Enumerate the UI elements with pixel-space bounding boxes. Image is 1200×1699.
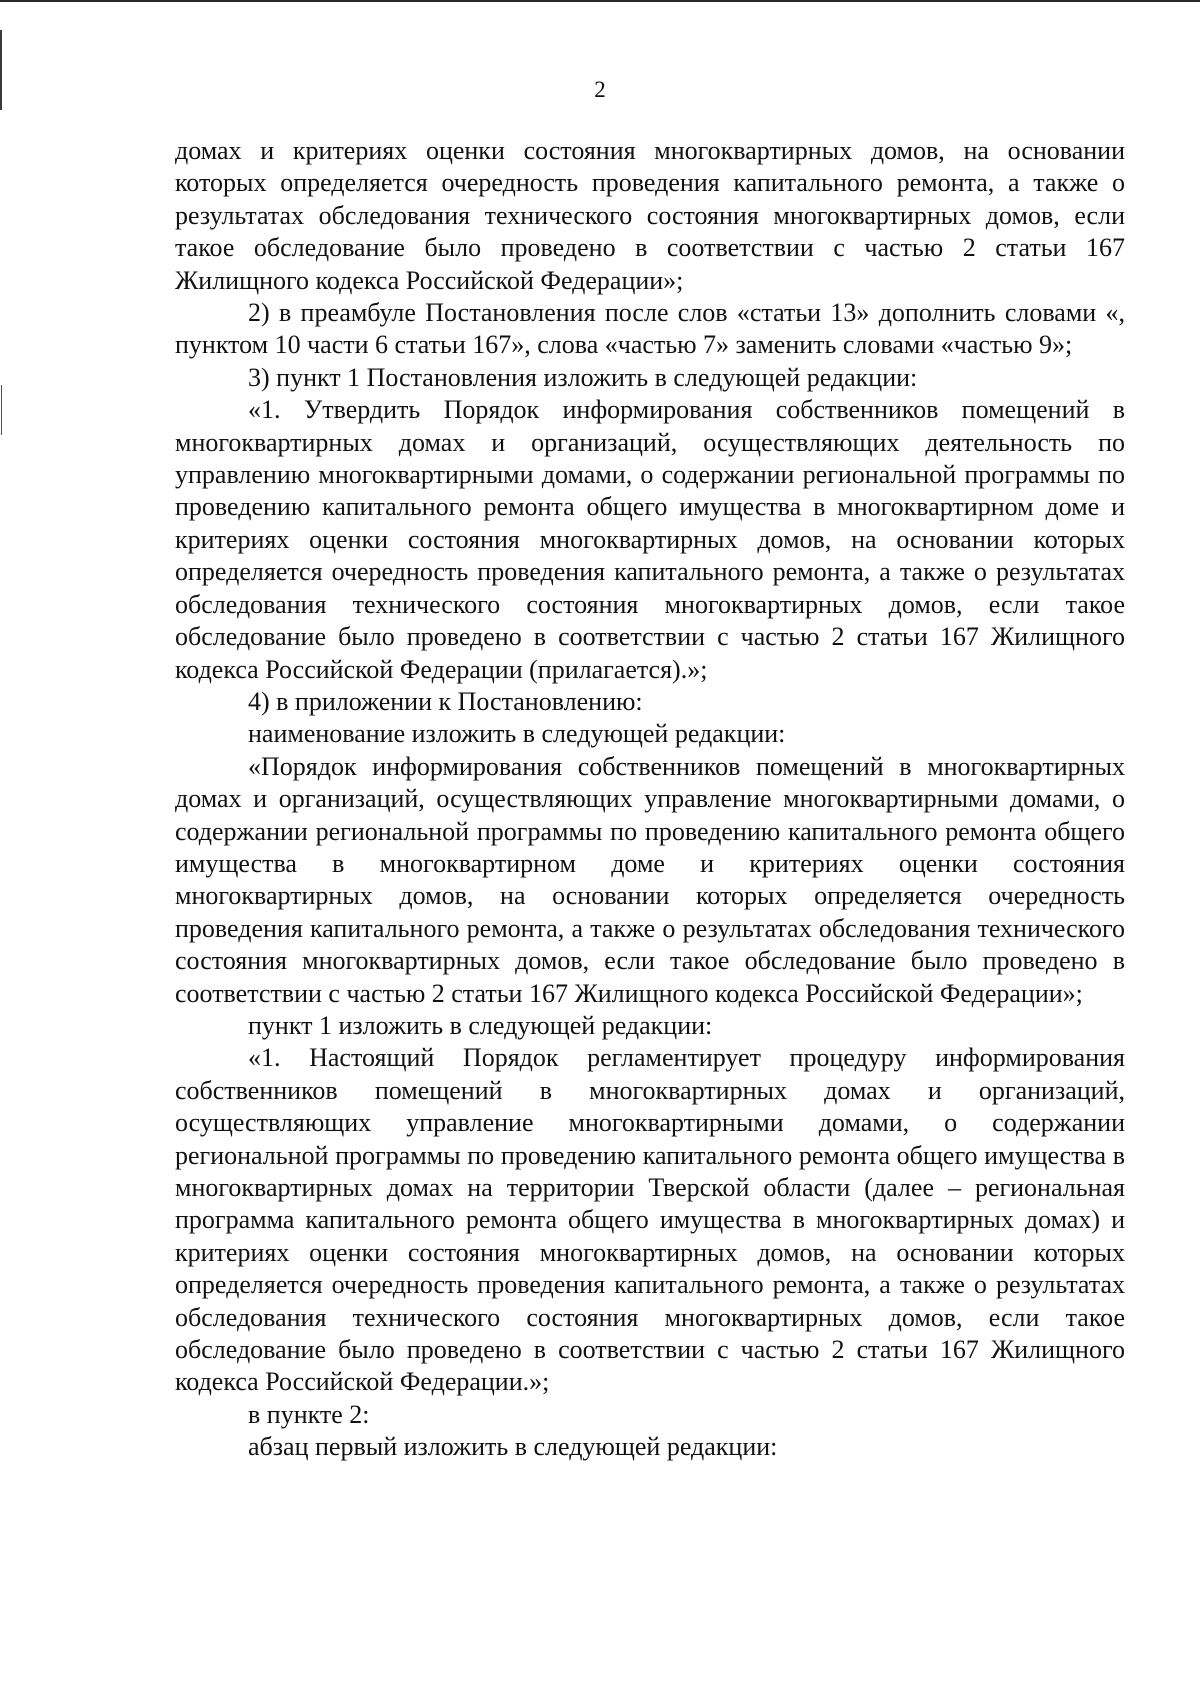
paragraph-item-2-preamble: 2) в преамбуле Постановления после слов «статьи 13» дополнить словами «, пунктом 10 части 6 статьи 167», слова «частью 7» заменить словами «частью 9»; xyxy=(175,298,1125,360)
paragraph-item-4-heading: 4) в приложении к Постановлению: xyxy=(248,686,643,716)
paragraph-title-quote: «Порядок информирования собственников помещений в многоквартирных домах и организаций, осуществляющих управление многоквартирными домами, о содержании региональной программы по проведению капитального ремонта общего имущества в многоквартирном доме и критериях оценки состояния многоквартирных домов, на основании которых определяется очередность проведения капитального ремонта, а также о результатах обследования технического состояния многоквартирных домов, если такое обследование было проведено в соответствии с частью 2 статьи 167 Жилищного кодекса Российской Федерации»; xyxy=(175,751,1125,1008)
paragraph-continuation: домах и критериях оценки состояния многоквартирных домов, на основании которых определяется очередность проведения капитального ремонта, а также о результатах обследования технического состояния многоквартирных домов, если такое обследование было проведено в соответствии с частью 2 статьи 167 Жилищного кодекса Российской Федерации»; xyxy=(175,136,1125,295)
scan-border-top xyxy=(0,0,1200,2)
paragraph-item-3-quote: «1. Утвердить Порядок информирования собственников помещений в многоквартирных домах и организаций, осуществляющих деятельность по управлению многоквартирными домами, о содержании региональной программы по проведению капитального ремонта общего имущества в многоквартирном доме и критериях оценки состояния многоквартирных домов, на основании которых определяется очередность проведения капитального ремонта, а также о результатах обследования технического состояния многоквартирных домов, если такое обследование было проведено в соответствии с частью 2 статьи 167 Жилищного кодекса Российской Федерации (прилагается).»; xyxy=(175,395,1125,684)
paragraph-point-1-quote: «1. Настоящий Порядок регламентирует процедуру информирования собственников помещений в многоквартирных домах и организаций, осуществляющих управление многоквартирными домами, о содержании региональной программы по проведению капитального ремонта общего имущества в многоквартирных домах на территории Тверской области (далее – региональная программа капитального ремонта общего имущества в многоквартирных домах) и критериях оценки состояния многоквартирных домов, на основании которых определяется очередность проведения капитального ремонта, а также о результатах обследования технического состояния многоквартирных домов, если такое обследование было проведено в соответствии с частью 2 статьи 167 Жилищного кодекса Российской Федерации.»; xyxy=(175,1043,1125,1397)
paragraph-point-2-heading: в пункте 2: xyxy=(248,1399,370,1429)
paragraph-point-1-instruction: пункт 1 изложить в следующей редакции: xyxy=(248,1010,713,1040)
scan-border-left-mark xyxy=(1,385,2,435)
paragraph-title-instruction: наименование изложить в следующей редакции: xyxy=(248,719,786,749)
paragraph-first-abstract-instruction: абзац первый изложить в следующей редакции: xyxy=(248,1432,778,1462)
paragraph-item-3-heading: 3) пункт 1 Постановления изложить в следующей редакции: xyxy=(248,362,918,392)
page-number: 2 xyxy=(594,77,606,102)
document-body xyxy=(175,135,1125,1464)
